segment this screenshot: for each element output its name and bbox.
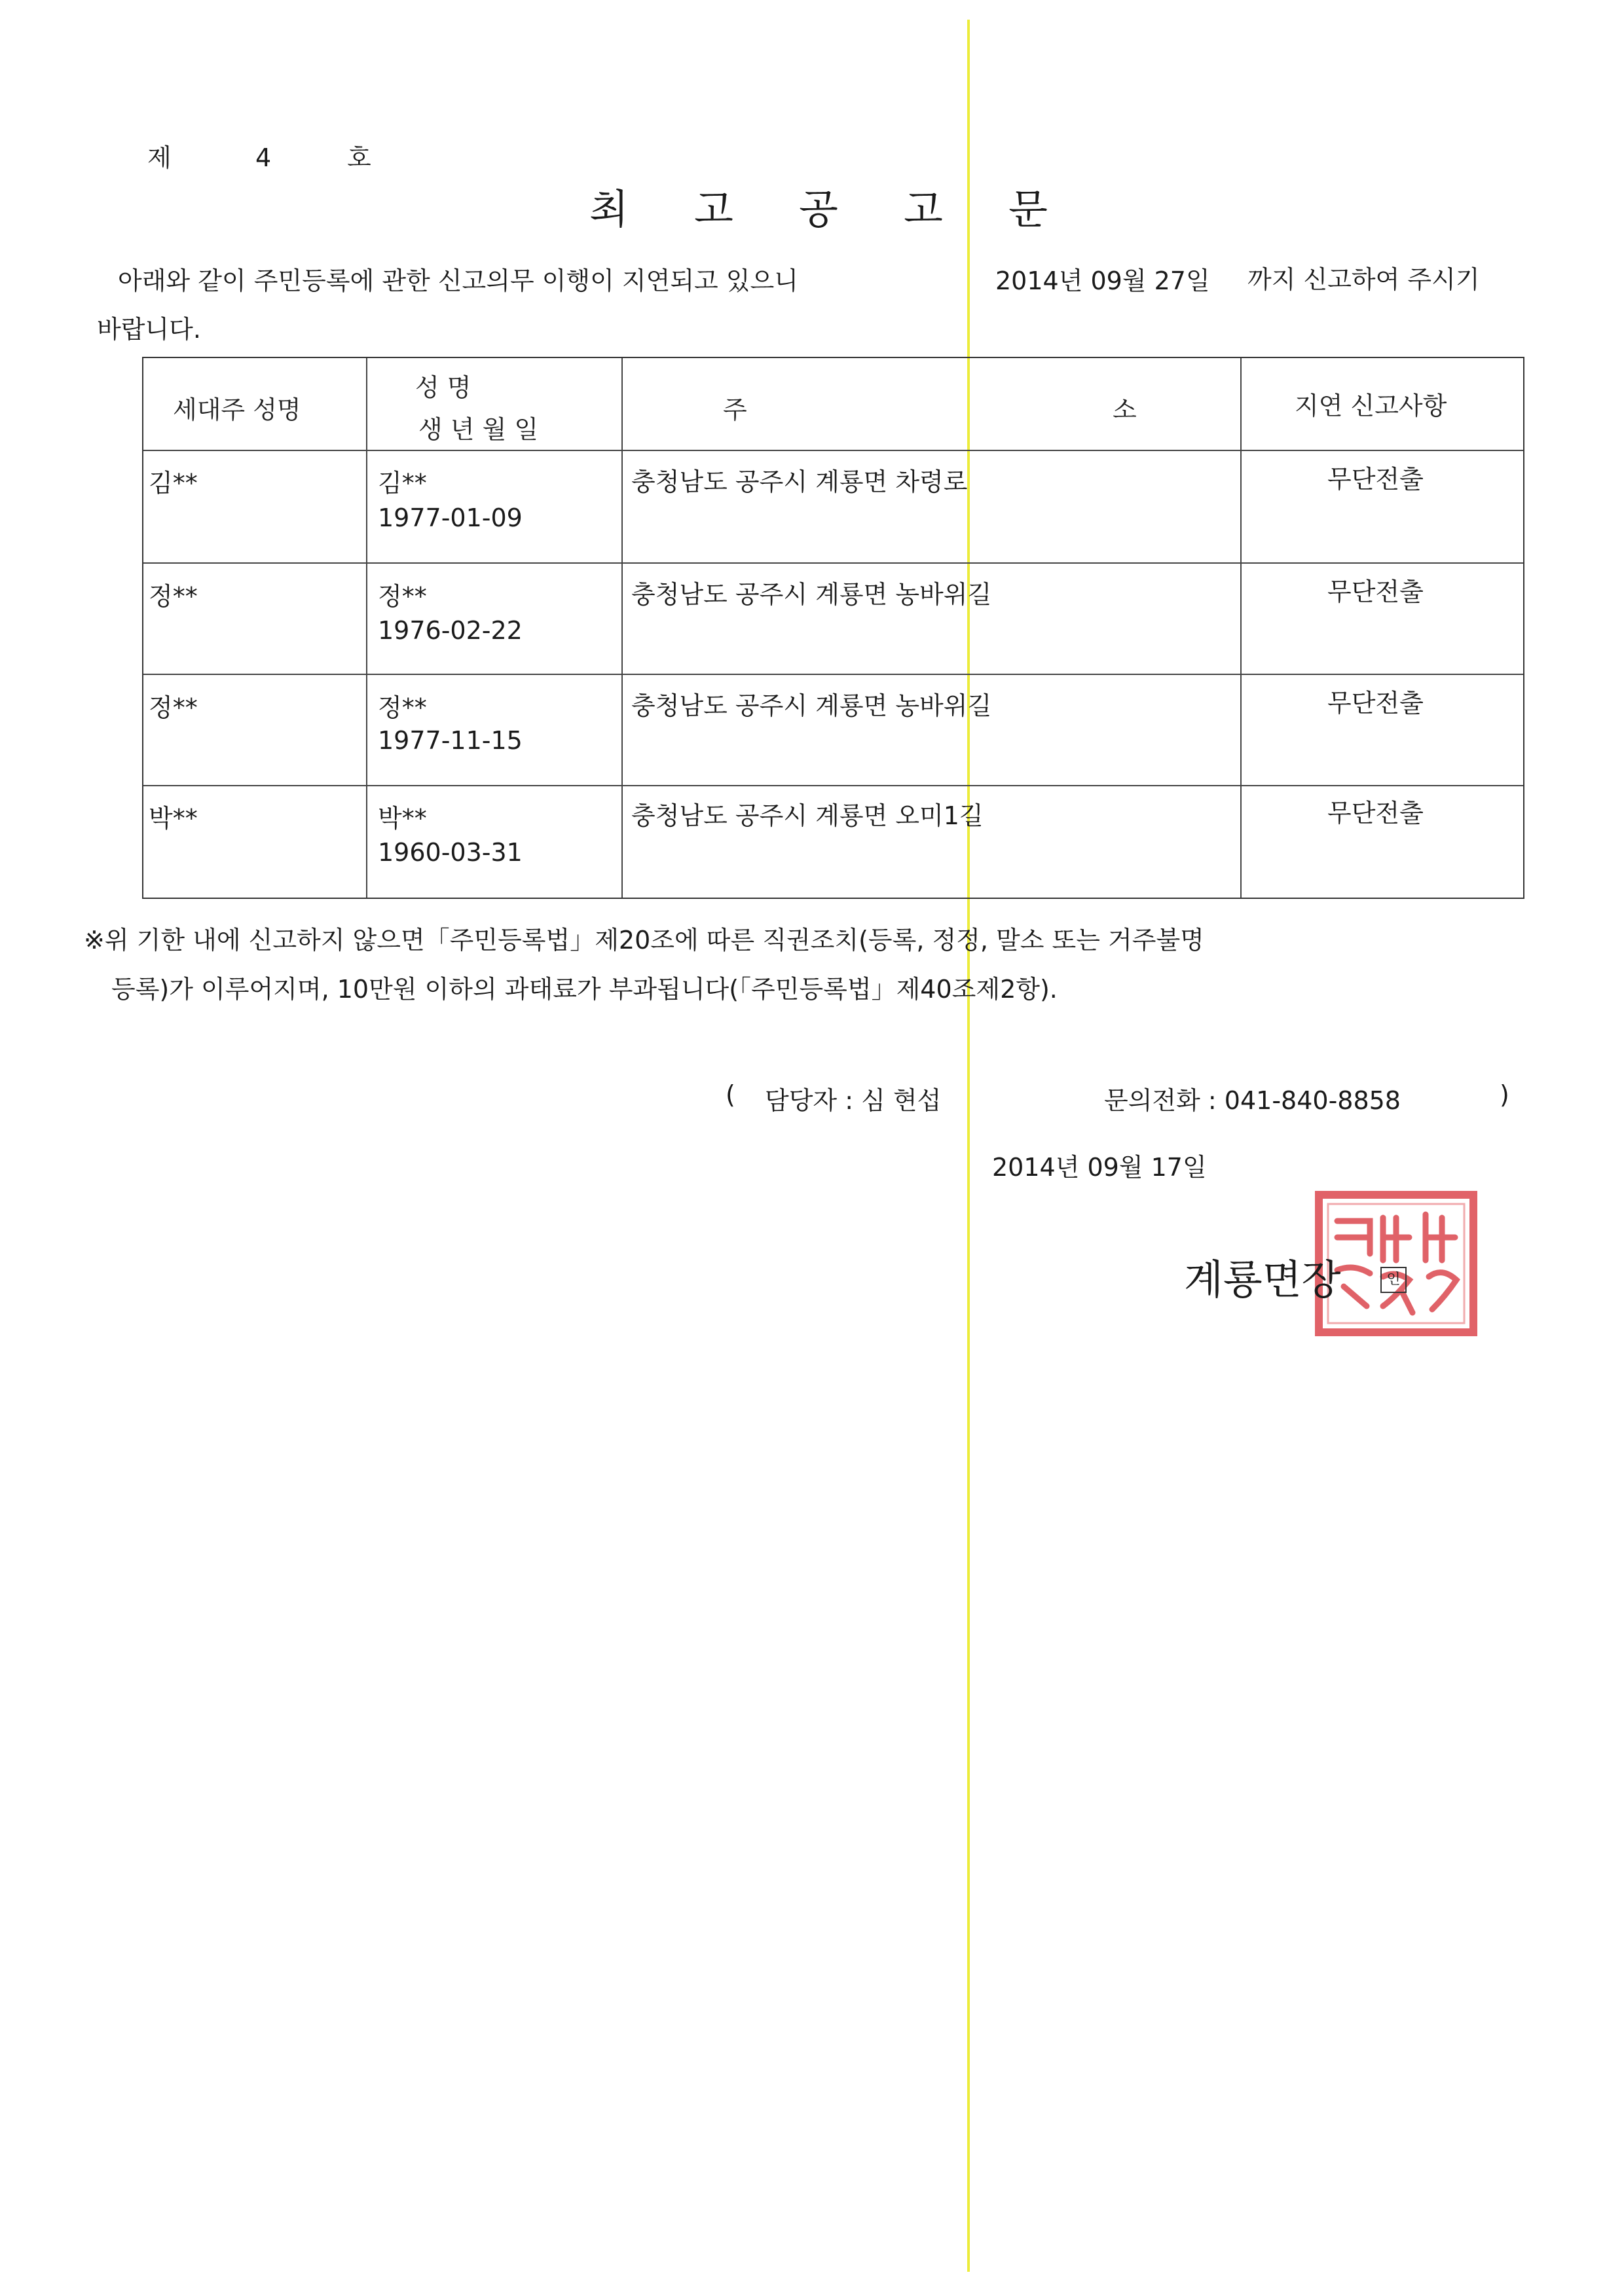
row2-address: 충청남도 공주시 계룡면 농바위길 — [631, 580, 992, 609]
doc-no-suffix: 호 — [347, 143, 371, 172]
title-char: 고 — [904, 185, 944, 233]
row3-name: 정** — [378, 693, 427, 722]
doc-no-value: 4 — [255, 143, 272, 172]
penalty-notice-line1: ※위 기한 내에 신고하지 않으면「주민등록법」제20조에 따른 직권조치(등록, 정정, 말소 또는 거주불명 — [84, 926, 1204, 955]
header-delay: 지연 신고사항 — [1295, 392, 1447, 420]
row2-reason: 무단전출 — [1327, 577, 1424, 606]
title-char: 최 — [589, 185, 630, 233]
header-address-a: 주 — [723, 395, 747, 424]
row-divider — [143, 674, 1523, 675]
row1-name: 김** — [378, 469, 427, 498]
row-divider — [143, 562, 1523, 564]
row1-birth: 1977-01-09 — [378, 503, 523, 532]
delinquent-table — [142, 357, 1524, 899]
row1-reason: 무단전출 — [1327, 465, 1424, 494]
row3-reason: 무단전출 — [1327, 689, 1424, 718]
header-householder: 세대주 성명 — [173, 395, 301, 424]
row1-householder: 김** — [149, 469, 198, 498]
intro-text-line2: 바랍니다. — [97, 315, 201, 344]
row-divider — [143, 450, 1523, 451]
doc-no-prefix: 제 — [147, 143, 172, 172]
title-char: 문 — [1008, 185, 1049, 233]
issue-date: 2014년 09월 17일 — [992, 1153, 1207, 1182]
row3-householder: 정** — [149, 693, 198, 722]
row4-householder: 박** — [149, 804, 198, 833]
contact-phone: 문의전화 : 041-840-8858 — [1104, 1086, 1401, 1115]
row2-householder: 정** — [149, 582, 198, 611]
penalty-notice-line2: 등록)가 이루어지며, 10만원 이하의 과태료가 부과됩니다(「주민등록법」제40조제2항). — [111, 975, 1058, 1004]
signer-title: 계룡면장 — [1184, 1256, 1341, 1303]
deadline-date: 2014년 09월 27일 — [995, 266, 1210, 295]
row2-name: 정** — [378, 582, 427, 611]
header-address-b: 소 — [1113, 395, 1137, 424]
col-divider — [366, 358, 367, 898]
header-birth: 생 년 월 일 — [418, 415, 539, 444]
row4-reason: 무단전출 — [1327, 799, 1424, 828]
contact-close-paren: ) — [1500, 1080, 1509, 1109]
intro-text-end: 까지 신고하여 주시기 — [1247, 265, 1480, 294]
row4-address: 충청남도 공주시 계룡면 오미1길 — [631, 801, 984, 830]
row3-birth: 1977-11-15 — [378, 726, 523, 755]
document-title — [589, 177, 1113, 235]
header-name: 성 명 — [415, 373, 471, 402]
contact-open-paren: ( — [726, 1080, 735, 1109]
col-divider — [1240, 358, 1242, 898]
title-char: 고 — [694, 185, 735, 233]
row-divider — [143, 785, 1523, 786]
title-char: 공 — [799, 185, 840, 233]
row4-birth: 1960-03-31 — [378, 838, 523, 867]
row3-address: 충청남도 공주시 계룡면 농바위길 — [631, 691, 992, 720]
row4-name: 박** — [378, 804, 427, 833]
seal-mark: 인 — [1380, 1267, 1407, 1293]
contact-person: 담당자 : 심 현섭 — [765, 1086, 942, 1115]
row1-address: 충청남도 공주시 계룡면 차령로 — [631, 467, 968, 496]
row2-birth: 1976-02-22 — [378, 616, 523, 645]
document-number — [147, 137, 371, 173]
intro-text: 아래와 같이 주민등록에 관한 신고의무 이행이 지연되고 있으니 — [118, 266, 798, 295]
col-divider — [621, 358, 623, 898]
